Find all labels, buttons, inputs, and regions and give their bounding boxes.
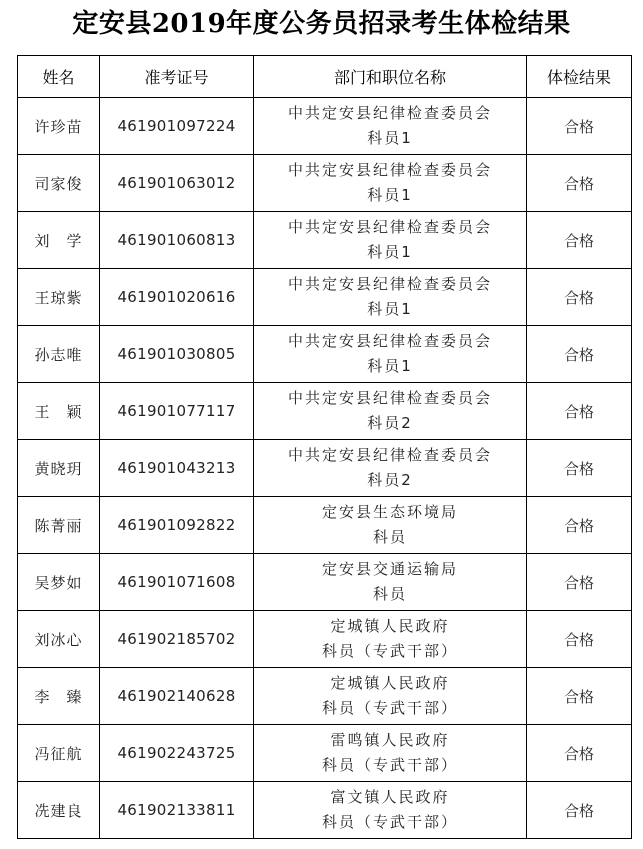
table-row (18, 725, 632, 782)
cell-exam-id: 461901097224 (100, 98, 254, 155)
cell-name: 吴梦如 (18, 554, 100, 611)
cell-department-position (254, 155, 527, 212)
position-name: 科员1 (367, 300, 413, 318)
department-name: 定城镇人民政府 (330, 617, 450, 635)
cell-exam-id: 461901043213 (100, 440, 254, 497)
cell-result: 合格 (527, 497, 632, 554)
table-row (18, 668, 632, 725)
position-name: 科员1 (367, 186, 413, 204)
department-name: 中共定安县纪律检查委员会 (287, 446, 492, 464)
cell-department-position (254, 611, 527, 668)
position-name: 科员1 (367, 357, 413, 375)
table-row (18, 782, 632, 839)
table-row (18, 155, 632, 212)
cell-exam-id: 461901020616 (100, 269, 254, 326)
table-row (18, 440, 632, 497)
position-name: 科员1 (367, 243, 413, 261)
cell-result: 合格 (527, 611, 632, 668)
cell-name: 王琼紫 (18, 269, 100, 326)
department-name: 中共定安县纪律检查委员会 (287, 161, 492, 179)
cell-department-position (254, 554, 527, 611)
cell-exam-id: 461901060813 (100, 212, 254, 269)
department-name: 中共定安县纪律检查委员会 (287, 218, 492, 236)
cell-department-position (254, 668, 527, 725)
department-name: 定安县交通运输局 (321, 560, 458, 578)
department-name: 中共定安县纪律检查委员会 (287, 332, 492, 350)
position-name: 科员1 (367, 129, 413, 147)
department-name: 定安县生态环境局 (321, 503, 458, 521)
cell-department-position (254, 725, 527, 782)
table-row (18, 383, 632, 440)
cell-department-position (254, 212, 527, 269)
cell-result: 合格 (527, 383, 632, 440)
cell-result: 合格 (527, 98, 632, 155)
cell-name: 孙志唯 (18, 326, 100, 383)
cell-department-position (254, 326, 527, 383)
position-name: 科员 (372, 528, 407, 546)
cell-name: 刘 学 (18, 212, 100, 269)
position-name: 科员 (372, 585, 407, 603)
department-name: 中共定安县纪律检查委员会 (287, 389, 492, 407)
header-exam-id: 准考证号 (100, 56, 254, 98)
cell-exam-id: 461901063012 (100, 155, 254, 212)
results-table (17, 55, 632, 839)
page-title: 定安县2019年度公务员招录考生体检结果 (72, 9, 571, 39)
cell-department-position (254, 98, 527, 155)
cell-exam-id: 461902140628 (100, 668, 254, 725)
cell-name: 黄晓玥 (18, 440, 100, 497)
cell-exam-id: 461902133811 (100, 782, 254, 839)
cell-result: 合格 (527, 440, 632, 497)
department-name: 雷鸣镇人民政府 (330, 731, 450, 749)
cell-department-position (254, 440, 527, 497)
cell-name: 陈菁丽 (18, 497, 100, 554)
table-row (18, 554, 632, 611)
cell-result: 合格 (527, 554, 632, 611)
department-name: 中共定安县纪律检查委员会 (287, 104, 492, 122)
cell-department-position (254, 383, 527, 440)
cell-name: 司家俊 (18, 155, 100, 212)
cell-name: 刘冰心 (18, 611, 100, 668)
table-row (18, 212, 632, 269)
table-row (18, 269, 632, 326)
table-row (18, 326, 632, 383)
position-name: 科员2 (367, 471, 413, 489)
cell-department-position (254, 269, 527, 326)
header-name: 姓名 (18, 56, 100, 98)
department-name: 定城镇人民政府 (330, 674, 450, 692)
cell-result: 合格 (527, 668, 632, 725)
cell-exam-id: 461901071608 (100, 554, 254, 611)
position-name: 科员（专武干部） (321, 756, 458, 774)
cell-department-position (254, 497, 527, 554)
position-name: 科员（专武干部） (321, 699, 458, 717)
cell-exam-id: 461902185702 (100, 611, 254, 668)
cell-name: 冯征航 (18, 725, 100, 782)
cell-result: 合格 (527, 269, 632, 326)
header-department-position: 部门和职位名称 (254, 56, 527, 98)
cell-exam-id: 461901077117 (100, 383, 254, 440)
cell-exam-id: 461902243725 (100, 725, 254, 782)
cell-name: 王 颖 (18, 383, 100, 440)
header-result: 体检结果 (527, 56, 632, 98)
cell-result: 合格 (527, 212, 632, 269)
department-name: 中共定安县纪律检查委员会 (287, 275, 492, 293)
table-row (18, 611, 632, 668)
cell-result: 合格 (527, 725, 632, 782)
position-name: 科员2 (367, 414, 413, 432)
cell-exam-id: 461901092822 (100, 497, 254, 554)
table-row (18, 98, 632, 155)
position-name: 科员（专武干部） (321, 813, 458, 831)
cell-result: 合格 (527, 326, 632, 383)
cell-result: 合格 (527, 155, 632, 212)
department-name: 富文镇人民政府 (330, 788, 450, 806)
cell-department-position (254, 782, 527, 839)
header-row (18, 56, 632, 98)
cell-name: 冼建良 (18, 782, 100, 839)
cell-name: 李 臻 (18, 668, 100, 725)
position-name: 科员（专武干部） (321, 642, 458, 660)
table-row (18, 497, 632, 554)
table-body (18, 98, 632, 839)
cell-result: 合格 (527, 782, 632, 839)
cell-name: 许珍苗 (18, 98, 100, 155)
cell-exam-id: 461901030805 (100, 326, 254, 383)
